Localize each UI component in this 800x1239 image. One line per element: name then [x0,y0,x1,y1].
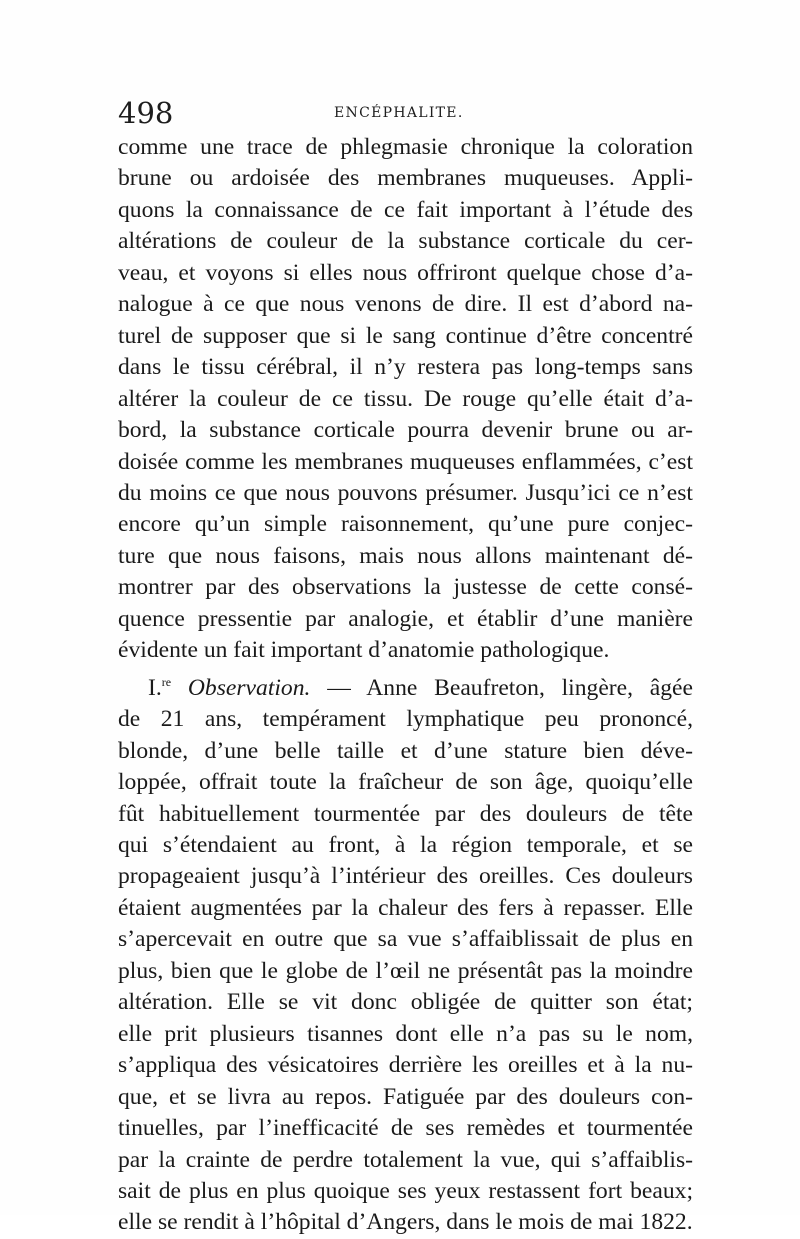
text-line: turel de supposer que si le sang continue d’être concentré [118,322,693,349]
text-line: tinuelles, par l’inefficacité de ses remèdes et tourmentée [118,1115,693,1142]
text-line: étaient augmentées par la chaleur des fers à repasser. Elle [118,894,693,921]
text-line: doisée comme les membranes muqueuses enflammées, c’est [118,448,693,475]
text-line: évidente un fait important d’anatomie pathologique. [118,637,610,664]
observation-number: I. [148,674,162,701]
text-line: fût habituellement tourmentée par des douleurs de tête [118,800,693,827]
text-line: veau, et voyons si elles nous offriront quelque chose d’a- [118,259,693,286]
observation-label: Observation. [187,674,311,701]
text-line: altérer la couleur de ce tissu. De rouge qu’elle était d’a- [118,385,693,412]
observation-heading-line [118,667,693,704]
observation-first-line-text: — Anne Beaufreton, lingère, âgée [310,674,693,701]
text-line: dans le tissu cérébral, il n’y restera pas long-temps sans [118,354,693,381]
text-line: montrer par des observations la justesse de cette consé- [118,574,693,601]
text-line: sait de plus en plus quoique ses yeux restassent fort beaux; [118,1177,693,1204]
text-line: que, et se livra au repos. Fatiguée par des douleurs con- [118,1083,693,1110]
text-line: nalogue à ce que nous venons de dire. Il est d’abord na- [118,291,693,318]
text-line: elle se rendit à l’hôpital d’Angers, dans le mois de mai 1822. [118,1209,693,1236]
text-line: par la crainte de perdre totalement la vue, qui s’affaiblis- [118,1146,693,1173]
paragraph-observation [118,667,693,1239]
text-line: qui s’étendaient au front, à la région temporale, et se [118,831,693,858]
running-head: ENCÉPHALITE. [334,105,464,121]
text-line: bord, la substance corticale pourra devenir brune ou ar- [118,417,693,444]
text-line: plus, bien que le globe de l’œil ne présentât pas la moindre [118,957,693,984]
text-line: altérations de couleur de la substance corticale du cer- [118,228,693,255]
text-line: encore qu’un simple raisonnement, qu’une pure conjec- [118,511,693,538]
text-line: s’apercevait en outre que sa vue s’affaiblissait de plus en [118,926,693,953]
text-line: propageaient jusqu’à l’intérieur des oreilles. Ces douleurs [118,863,693,890]
text-line: quons la connaissance de ce fait important à l’étude des [118,196,693,223]
text-line: quence pressentie par analogie, et établir d’une manière [118,605,693,632]
page-number: 498 [118,96,174,130]
text-line: brune ou ardoisée des membranes muqueuses. Appli- [118,165,693,192]
observation-ordinal-sup: re [161,674,172,689]
text-line: ture que nous faisons, mais nous allons maintenant dé- [118,542,693,569]
text-line: loppée, offrait toute la fraîcheur de son âge, quoiqu’elle [118,769,693,796]
text-line: comme une trace de phlegmasie chronique la coloration [118,134,693,160]
body-text [118,132,693,1239]
text-line: de 21 ans, tempérament lymphatique peu prononcé, [118,706,693,733]
text-line: elle prit plusieurs tisannes dont elle n’a pas su le nom, [118,1020,693,1047]
text-line: du moins ce que nous pouvons présumer. Jusqu’ici ce n’est [118,479,693,506]
paragraph-intro [118,132,693,667]
page-header [118,96,688,136]
text-line: s’appliqua des vésicatoires derrière les oreilles et à la nu- [118,1052,693,1079]
text-line: altération. Elle se vit donc obligée de quitter son état; [118,989,693,1016]
text-line: blonde, d’une belle taille et d’une stature bien déve- [118,737,693,764]
